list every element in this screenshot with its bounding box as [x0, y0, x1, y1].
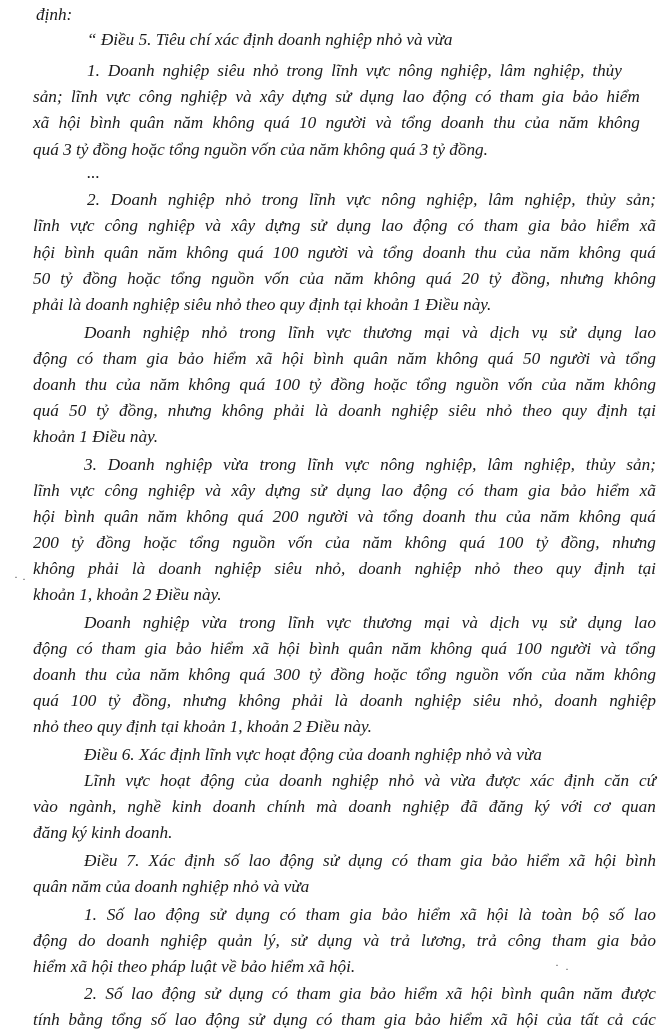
text-line: Doanh nghiệp nhỏ trong lĩnh vực thương mại và dịch vụ sử dụng lao	[84, 323, 656, 342]
text-line: 3. Doanh nghiệp vừa trong lĩnh vực nông nghiệp, lâm nghiệp, thủy sản;	[84, 455, 656, 474]
text-line: không phải là doanh nghiệp siêu nhỏ, doanh nghiệp nhỏ theo quy định tại	[33, 559, 656, 578]
text-line: doanh thu của năm không quá 100 tỷ đồng hoặc tổng nguồn vốn của năm không	[33, 375, 656, 394]
scan-speck: ·	[565, 962, 569, 976]
text-line: “ Điều 5. Tiêu chí xác định doanh nghiệp nhỏ và vừa	[87, 30, 453, 49]
text-line: sản; lĩnh vực công nghiệp và xây dựng sử dụng lao động có tham gia bảo hiểm	[33, 87, 640, 106]
text-line: nhỏ theo quy định tại khoản 1, khoản 2 Điều này.	[33, 717, 372, 736]
text-line: phải là doanh nghiệp siêu nhỏ theo quy định tại khoản 1 Điều này.	[33, 295, 492, 314]
text-line: quá 100 tỷ đồng, nhưng không phải là doanh nghiệp siêu nhỏ, doanh nghiệp	[33, 691, 656, 710]
text-line: Điều 6. Xác định lĩnh vực hoạt động của doanh nghiệp nhỏ và vừa	[84, 745, 542, 764]
text-line: vào ngành, nghề kinh doanh chính mà doanh nghiệp đã đăng ký với cơ quan	[33, 797, 656, 816]
text-line: Điều 7. Xác định số lao động sử dụng có tham gia bảo hiểm xã hội bình	[84, 851, 656, 870]
text-line: 1. Số lao động sử dụng có tham gia bảo hiểm xã hội là toàn bộ số lao	[84, 905, 656, 924]
text-line: động có tham gia bảo hiểm xã hội bình quân năm không quá 50 người và tổng	[33, 349, 656, 368]
text-line: Lĩnh vực hoạt động của doanh nghiệp nhỏ và vừa được xác định căn cứ	[84, 771, 656, 790]
text-line: quá 50 tỷ đồng, nhưng không phải là doanh nghiệp siêu nhỏ theo quy định tại	[33, 401, 656, 420]
text-line: định:	[36, 5, 73, 24]
scan-speck: ·	[22, 572, 26, 586]
scan-speck: ·	[555, 958, 559, 972]
text-line: xã hội bình quân năm không quá 10 người và tổng doanh thu của năm không	[33, 113, 640, 132]
text-line: khoản 1, khoản 2 Điều này.	[33, 585, 222, 604]
scan-speck: ·	[14, 570, 18, 584]
text-line: quân năm của doanh nghiệp nhỏ và vừa	[33, 877, 310, 896]
text-line: ...	[87, 163, 100, 182]
text-line: 1. Doanh nghiệp siêu nhỏ trong lĩnh vực nông nghiệp, lâm nghiệp, thủy	[87, 61, 622, 80]
text-line: khoản 1 Điều này.	[33, 427, 159, 446]
text-line: tính bằng tổng số lao động sử dụng có tham gia bảo hiểm xã hội của tất cả các	[33, 1010, 656, 1029]
text-line: Doanh nghiệp vừa trong lĩnh vực thương mại và dịch vụ sử dụng lao	[84, 613, 656, 632]
text-line: hội bình quân năm không quá 200 người và tổng doanh thu của năm không quá	[33, 507, 656, 526]
text-line: lĩnh vực công nghiệp và xây dựng sử dụng lao động có tham gia bảo hiểm xã	[33, 481, 656, 500]
text-line: hiểm xã hội theo pháp luật về bảo hiểm xã hội.	[33, 957, 356, 976]
text-line: lĩnh vực công nghiệp và xây dựng sử dụng lao động có tham gia bảo hiểm xã	[33, 216, 656, 235]
text-line: 2. Số lao động sử dụng có tham gia bảo hiểm xã hội bình quân năm được	[84, 984, 656, 1003]
text-line: đăng ký kinh doanh.	[33, 823, 173, 842]
text-line: 50 tỷ đồng hoặc tổng nguồn vốn của năm không quá 20 tỷ đồng, nhưng không	[33, 269, 656, 288]
text-line: động do doanh nghiệp quản lý, sử dụng và trả lương, trả công tham gia bảo	[33, 931, 656, 950]
text-line: động có tham gia bảo hiểm xã hội bình quân năm không quá 100 người và tổng	[33, 639, 656, 658]
text-line: hội bình quân năm không quá 100 người và tổng doanh thu của năm không quá	[33, 243, 656, 262]
text-line: 2. Doanh nghiệp nhỏ trong lĩnh vực nông nghiệp, lâm nghiệp, thủy sản;	[87, 190, 656, 209]
text-line: quá 3 tỷ đồng hoặc tổng nguồn vốn của năm không quá 3 tỷ đồng.	[33, 140, 488, 159]
text-line: 200 tỷ đồng hoặc tổng nguồn vốn của năm không quá 100 tỷ đồng, nhưng	[33, 533, 656, 552]
text-line: doanh thu của năm không quá 300 tỷ đồng hoặc tổng nguồn vốn của năm không	[33, 665, 656, 684]
